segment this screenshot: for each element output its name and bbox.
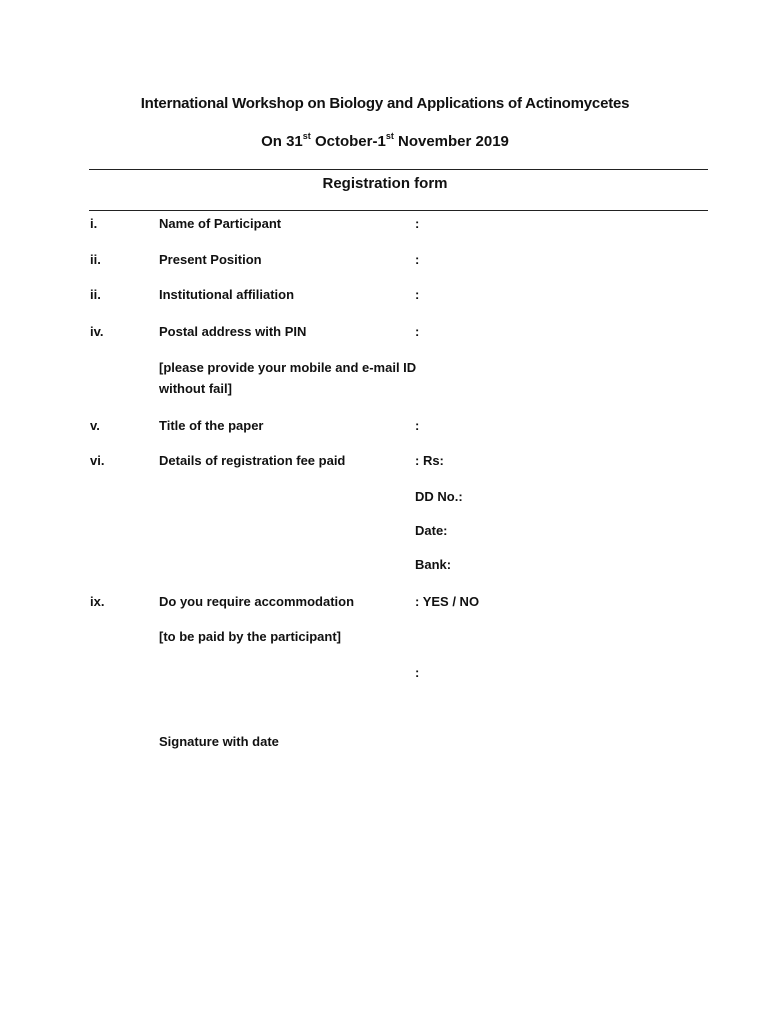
field-number: v.	[90, 418, 100, 433]
workshop-dates	[0, 132, 770, 150]
fee-date[interactable]: Date:	[415, 523, 448, 538]
form-title: Registration form	[322, 175, 448, 192]
postal-note: [please provide your mobile and e-mail ID without fail]	[159, 360, 417, 396]
top-divider	[89, 169, 708, 170]
extra-colon: :	[415, 665, 420, 680]
field-value-affiliation[interactable]: :	[415, 287, 420, 302]
field-number: ii.	[90, 252, 101, 267]
field-label-position: Present Position	[159, 252, 262, 267]
field-label-fee: Details of registration fee paid	[159, 453, 346, 468]
field-label-accommodation: Do you require accommodation	[159, 594, 355, 609]
dates-sup-2: st	[385, 131, 394, 141]
signature-label: Signature with date	[159, 734, 279, 749]
dates-suffix: November 2019	[393, 133, 509, 150]
field-value-name[interactable]: :	[415, 216, 420, 231]
field-number: i.	[90, 216, 98, 231]
field-number: ii.	[90, 287, 101, 302]
dates-middle: October-1	[310, 133, 386, 150]
field-number: ix.	[90, 594, 105, 609]
field-label-name: Name of Participant	[159, 216, 282, 231]
fee-bank[interactable]: Bank:	[415, 557, 452, 572]
field-label-postal-address: Postal address with PIN	[159, 324, 307, 339]
field-number: vi.	[90, 453, 105, 468]
accommodation-yes-no[interactable]: : YES / NO	[415, 594, 480, 609]
field-label-paper-title: Title of the paper	[159, 418, 264, 433]
field-label-affiliation: Institutional affiliation	[159, 287, 295, 302]
accommodation-note: [to be paid by the participant]	[159, 629, 342, 644]
field-number: iv.	[90, 324, 104, 339]
fee-dd-no[interactable]: DD No.:	[415, 489, 463, 504]
bottom-divider	[89, 210, 708, 211]
dates-sup-1: st	[302, 131, 311, 141]
field-value-position[interactable]: :	[415, 252, 420, 267]
dates-prefix: On 31	[261, 133, 303, 150]
field-value-fee-rs[interactable]: : Rs:	[415, 453, 444, 468]
field-value-paper-title[interactable]: :	[415, 418, 420, 433]
field-value-postal-address[interactable]: :	[415, 324, 420, 339]
workshop-title: International Workshop on Biology and Applications of Actinomycetes	[140, 95, 630, 112]
